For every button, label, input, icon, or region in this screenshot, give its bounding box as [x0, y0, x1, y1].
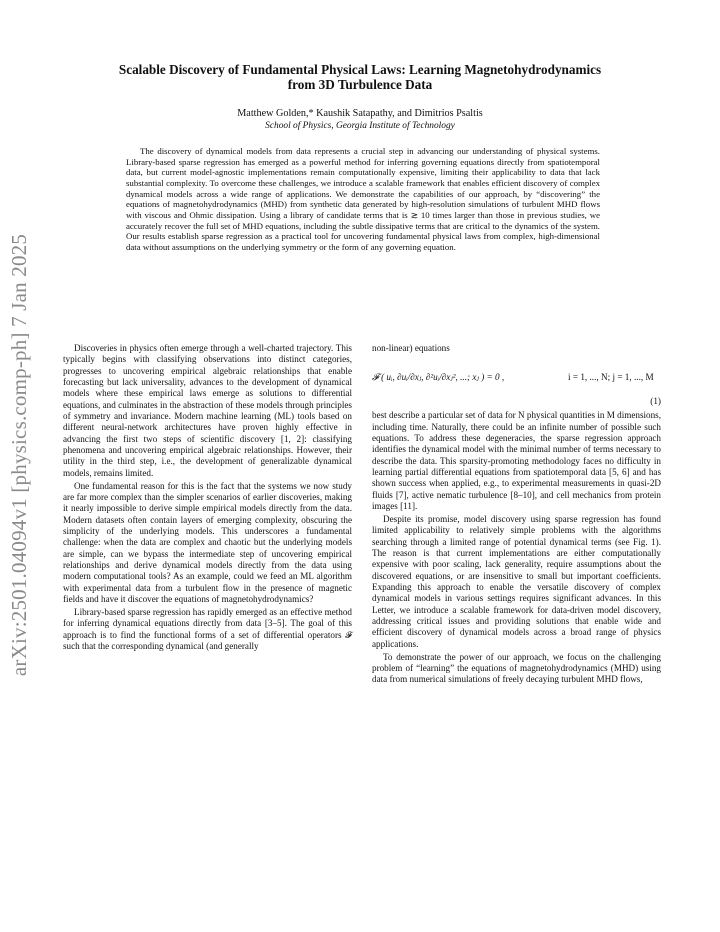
- paragraph: non-linear) equations: [372, 343, 450, 353]
- equation-1: [372, 358, 661, 408]
- title-line-2: from 3D Turbulence Data: [287, 77, 433, 92]
- title-line-1: Scalable Discovery of Fundamental Physical Laws: Learning Magnetohydrodynamics: [118, 62, 602, 77]
- equation-lhs: 𝓕 ( uᵢ, ∂uᵢ/∂xⱼ, ∂²uᵢ/∂xⱼ², ...; xⱼ ) = 0 ,: [372, 372, 505, 383]
- equation-number: (1): [650, 396, 661, 407]
- equation-indices: i = 1, ..., N; j = 1, ..., M: [568, 372, 654, 383]
- paragraph: To demonstrate the power of our approach, we focus on the challenging problem of “learning” the equations of magnetohydrodynamics (MHD) using data from numerical simulations of freely decaying turbulent MHD flows,: [372, 651, 661, 685]
- abstract: [126, 146, 600, 253]
- paper-title: [60, 62, 660, 92]
- right-column: [372, 343, 661, 687]
- paragraph: Library-based sparse regression has rapidly emerged as an effective method for inferring dynamical equations directly from data [3–5]. The goal of this approach is to find the functional forms of a set of differential operators 𝓕 such that the corresponding dynamical (and generally: [63, 606, 352, 651]
- arxiv-identifier: arXiv:2501.04094v1 [physics.comp-ph] 7 Jan 2025: [7, 233, 31, 677]
- affiliation: School of Physics, Georgia Institute of Technology: [265, 121, 455, 131]
- paragraph: best describe a particular set of data for N physical quantities in M dimensions, including time. Naturally, there could be an infinite number of possible such equations. To address these degeneracies, the sparse regression approach identifies the dynamical model with the minimal number of terms necessary to describe the data. This sparsity-promoting methodology faces no difficulty in learning partial differential equations from spatiotemporal data [5, 6] and has shown success when applied, e.g., to experimental measurements in quasi-2D fluids [7], active nematic turbulence [8–10], and cell mechanics from protein images [11].: [372, 410, 661, 512]
- paragraph: One fundamental reason for this is the fact that the systems we now study are far more complex than the simpler scenarios of earlier discoveries, making it nearly impossible to derive simple empirical models directly from the data. Modern datasets often contain layers of emerging complexity, obscuring the simplicity of the underlying models. This underscores a fundamental challenge: when the data are complex and chaotic but the underlying models are simple, can we bypass the intermediate step of uncovering empirical relationships and derive dynamical models directly from the data using modern computational tools? As an example, could we feed an ML algorithm with experimental data from a turbulent flow in the presence of magnetic fields and have it discover the equations of magnetohydrodynamics?: [63, 480, 352, 605]
- author-list: Matthew Golden,* Kaushik Satapathy, and Dimitrios Psaltis: [237, 108, 483, 119]
- left-column: [63, 343, 352, 654]
- abstract-text: The discovery of dynamical models from data represents a crucial step in advancing our understanding of physical systems. Library-based sparse regression has emerged as a powerful method for inferring governing equations directly from spatiotemporal data, but current model-agnostic implementations remain computationally expensive, limiting their applicability to data that lack substantial complexity. To overcome these challenges, we introduce a scalable framework that enables efficient discovery of complex dynamical models across a wide range of applications. We demonstrate the capabilities of our approach, by “discovering” the equations of magnetohydrodynamics (MHD) from synthetic data generated by high-resolution simulations of turbulent MHD flows with viscous and Ohmic dissipation. Using a library of candidate terms that is ≳ 10 times larger than those in previous studies, we accurately recover the full set of MHD equations, including the subtle dissipative terms that are critical to the dynamics of the system. Our results establish sparse regression as a practical tool for uncovering fundamental physical laws from complex, high-dimensional data without assumptions on the underlying symmetry or the form of any governing equation.: [126, 146, 600, 252]
- paragraph: Discoveries in physics often emerge through a well-charted trajectory. This typically begins with classifying observations into distinct categories, progresses to uncovering empirical algebraic relationships that enable forecasting but lack universality, advances to the development of dynamical models where these empirical laws emerge as solutions to differential equations, and culminates in the abstraction of these models through principles of symmetry and invariance. Modern machine learning (ML) tools based on different neural-network architectures have proven highly effective in advancing the first two steps of scientific discovery [1, 2]: classifying phenomena and uncovering empirical algebraic relationships. However, their utility in the third step, i.e., the development of generalizable dynamical models, remains limited.: [63, 343, 352, 478]
- paragraph: Despite its promise, model discovery using sparse regression has found limited applicability to relatively simple problems with the algorithms searching through a limited range of potential dynamical terms (see Fig. 1). The reason is that current implementations are either computationally expensive with poor scaling, lack generality, require assumptions about the discovered equations, or are insensitive to small but important coefficients. Expanding this approach to enable the versatile discovery of complex dynamical models in various settings requires significant advances. In this Letter, we introduce a scalable framework for data-driven model discovery, addressing critical issues and providing solutions that enable wide and efficient discovery of dynamical models across a broad range of physics applications.: [372, 513, 661, 649]
